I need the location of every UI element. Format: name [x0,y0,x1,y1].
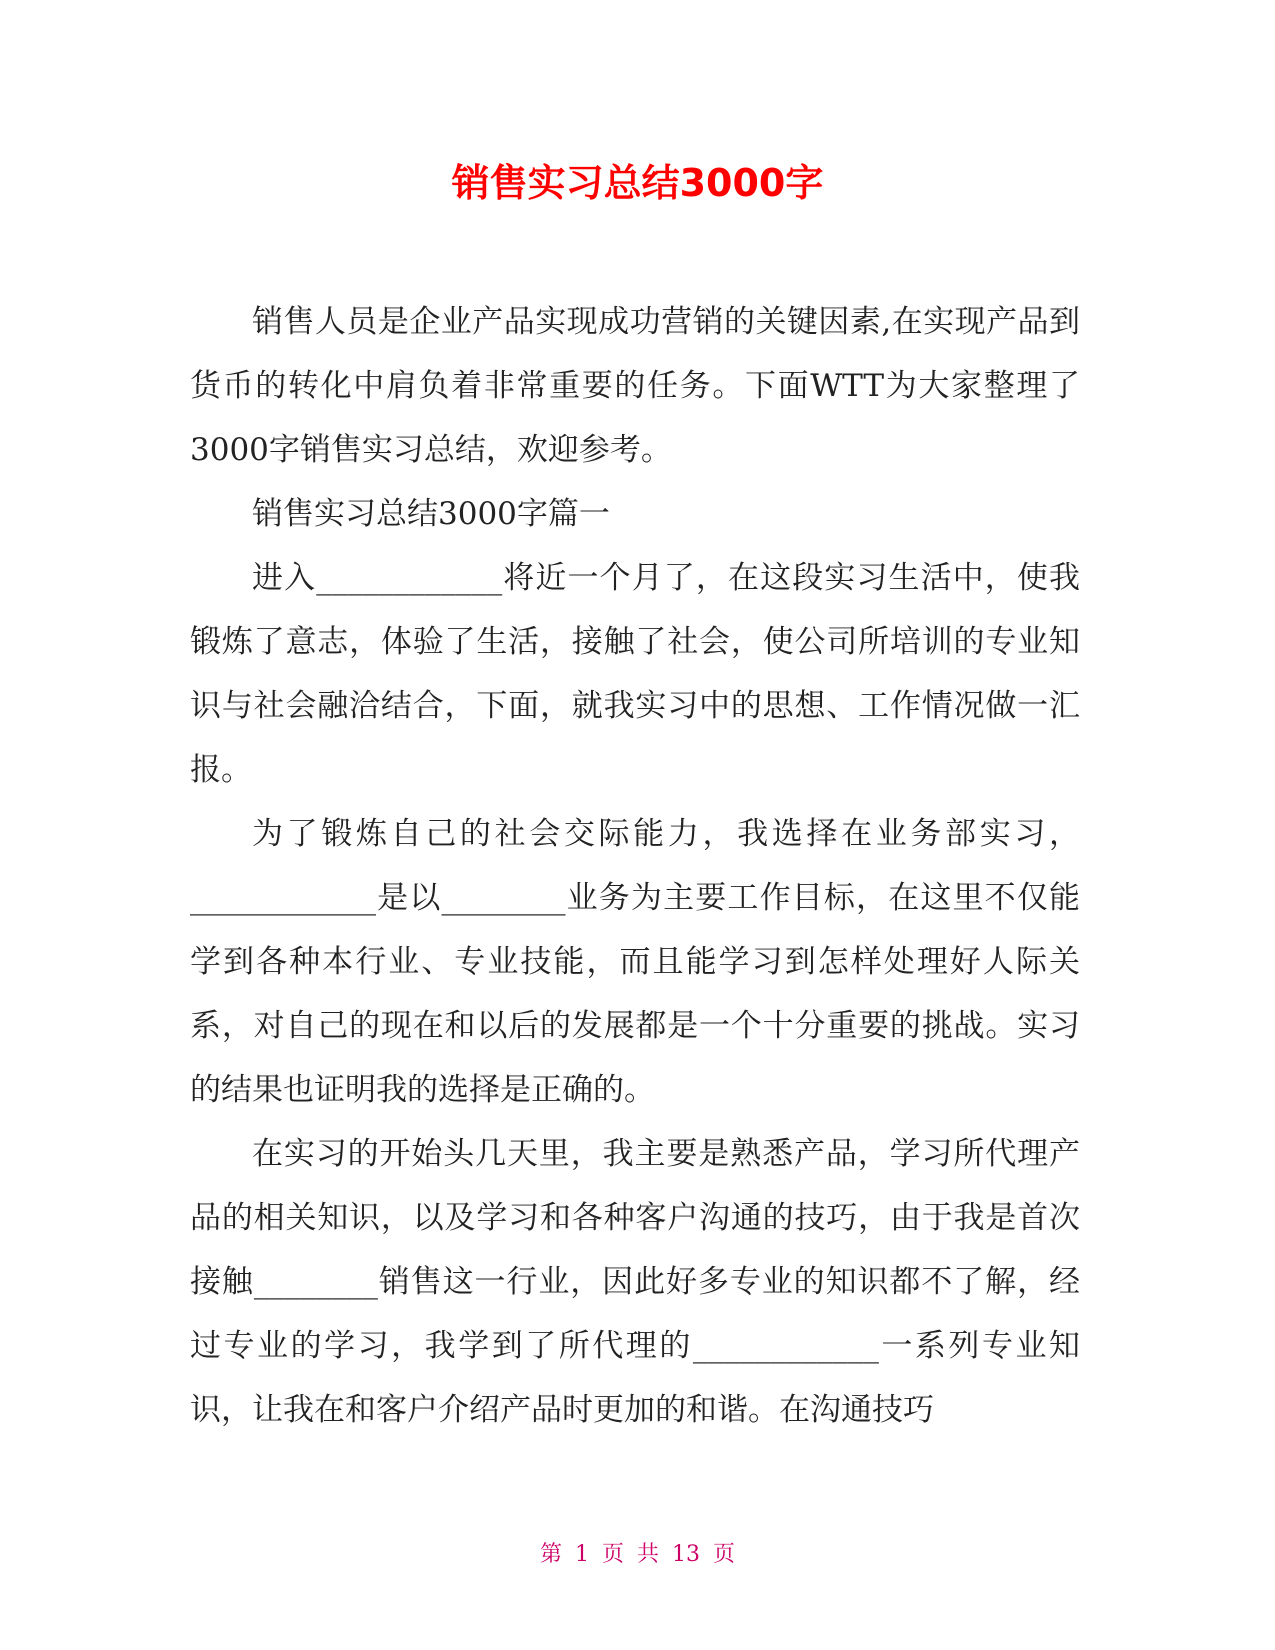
paragraph-3: 在实习的开始头几天里，我主要是熟悉产品，学习所代理产品的相关知识，以及学习和各种客户沟通的技巧，由于我是首次接触________销售这一行业，因此好多专业的知识都不了解，经过专业的学习，我学到了所代理的____________一系列专业知识，让我在和客户介绍产品时更加的和谐。在沟通技巧 [190,1136,1080,1428]
paragraph-2: 为了锻炼自己的社会交际能力，我选择在业务部实习，____________是以________业务为主要工作目标，在这里不仅能学到各种本行业、专业技能，而且能学习到怎样处理好人际关系，对自己的现在和以后的发展都是一个十分重要的挑战。实习的结果也证明我的选择是正确的。 [190,816,1080,1108]
document-title: 销售实习总结3000字 [451,161,824,205]
section-heading: 销售实习总结3000字篇一 [252,496,610,532]
paragraph-1: 进入____________将近一个月了，在这段实习生活中，使我锻炼了意志，体验了生活，接触了社会，使公司所培训的专业知识与社会融洽结合，下面，就我实习中的思想、工作情况做一汇报。 [190,560,1080,788]
paragraph-intro: 销售人员是企业产品实现成功营销的关键因素,在实现产品到货币的转化中肩负着非常重要的任务。下面WTT为大家整理了3000字销售实习总结，欢迎参考。 [190,304,1080,468]
page-footer: 第 1 页 共 13 页 [540,1542,735,1567]
document-body [190,290,1080,1442]
